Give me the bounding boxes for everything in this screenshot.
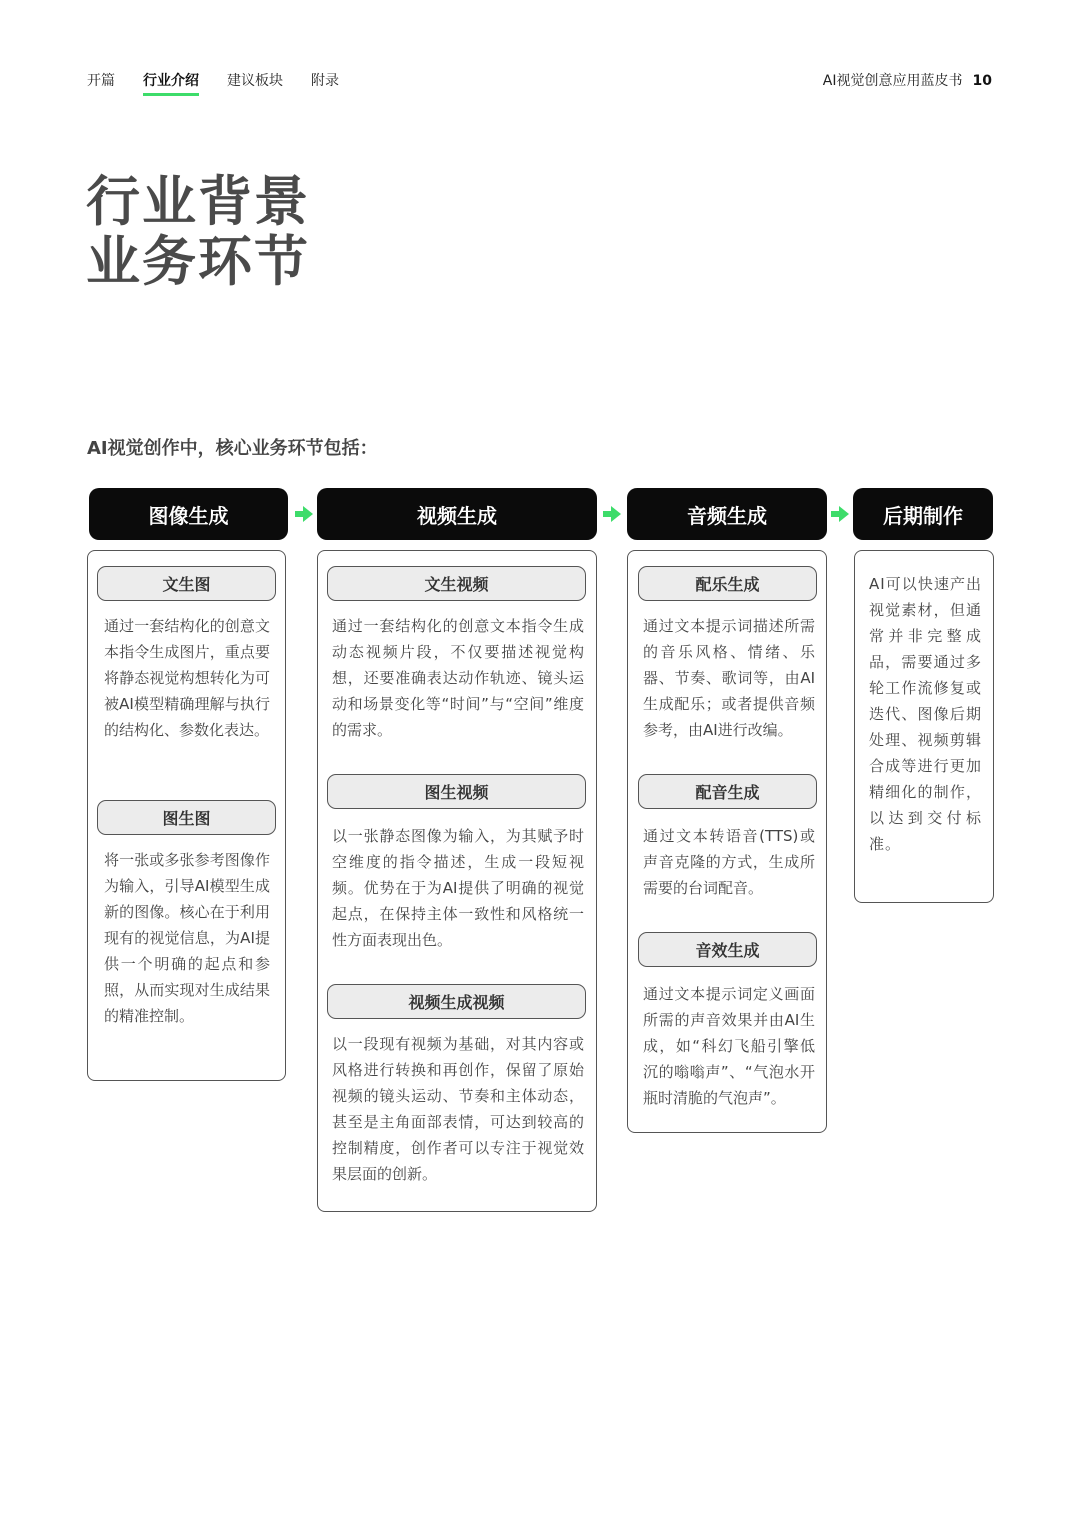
stage-header-audio: 音频生成 — [627, 488, 827, 540]
desc-music-generation: 通过文本提示词描述所需的音乐风格、情绪、乐器、节奏、歌词等，由AI生成配乐；或者提供音频参考，由AI进行改编。 — [643, 617, 815, 739]
page-title — [86, 172, 310, 292]
sub-label-voice-generation: 配音生成 — [638, 774, 817, 809]
document-title: AI视觉创意应用蓝皮书 — [822, 73, 963, 89]
sub-label-text-to-video: 文生视频 — [327, 566, 586, 601]
desc-text-to-image: 通过一套结构化的创意文本指令生成图片，重点要将静态视觉构想转化为可被AI模型精确理解与执行的结构化、参数化表达。 — [104, 617, 270, 739]
desc-video-to-video: 以一段现有视频为基础，对其内容或风格进行转换和再创作，保留了原始视频的镜头运动、节奏和主体动态，甚至是主角面部表情，可达到较高的控制精度，创作者可以专注于视觉效果层面的创新。 — [332, 1035, 584, 1183]
desc-post-production: AI可以快速产出视觉素材，但通常并非完整成品，需要通过多轮工作流修复或迭代、图像后期处理、视频剪辑合成等进行更加精细化的制作，以达到交付标准。 — [869, 575, 982, 853]
page-number: 10 — [972, 73, 992, 89]
sub-label-text-to-image: 文生图 — [97, 566, 276, 601]
nav-item-industry-intro[interactable]: 行业介绍 — [143, 70, 199, 96]
page-title-line-2: 业务环节 — [86, 230, 310, 293]
sub-label-video-to-video: 视频生成视频 — [327, 984, 586, 1019]
desc-text-to-video: 通过一套结构化的创意文本指令生成动态视频片段，不仅要描述视觉构想，还要准确表达动作轨迹、镜头运动和场景变化等“时间”与“空间”维度的需求。 — [332, 617, 584, 739]
page-title-line-1: 行业背景 — [86, 170, 310, 233]
sub-label-image-to-image: 图生图 — [97, 800, 276, 835]
column-image-generation — [87, 550, 286, 1081]
top-nav — [87, 70, 339, 96]
column-audio-generation — [627, 550, 827, 1133]
intro-text: AI视觉创作中，核心业务环节包括： — [87, 438, 378, 459]
nav-item-suggestions[interactable]: 建议板块 — [227, 73, 283, 89]
nav-item-opening[interactable]: 开篇 — [87, 73, 115, 89]
desc-sound-effect-generation: 通过文本提示词定义画面所需的声音效果并由AI生成，如“科幻飞船引擎低沉的嗡嗡声”、“气泡水开瓶时清脆的气泡声”。 — [643, 985, 815, 1107]
stage-header-post: 后期制作 — [853, 488, 993, 540]
stage-header-video: 视频生成 — [317, 488, 597, 540]
column-video-generation — [317, 550, 597, 1212]
arrow-right-icon — [601, 503, 623, 525]
arrow-right-icon — [829, 503, 851, 525]
document-header — [823, 70, 992, 90]
nav-item-appendix[interactable]: 附录 — [311, 73, 339, 89]
column-post-production — [854, 550, 994, 903]
sub-label-music-generation: 配乐生成 — [638, 566, 817, 601]
desc-image-to-video: 以一张静态图像为输入，为其赋予时空维度的指令描述，生成一段短视频。优势在于为AI提供了明确的视觉起点，在保持主体一致性和风格统一性方面表现出色。 — [332, 827, 584, 949]
desc-image-to-image: 将一张或多张参考图像作为输入，引导AI模型生成新的图像。核心在于利用现有的视觉信息，为AI提供一个明确的起点和参照，从而实现对生成结果的精准控制。 — [104, 851, 270, 1025]
sub-label-image-to-video: 图生视频 — [327, 774, 586, 809]
arrow-right-icon — [293, 503, 315, 525]
sub-label-sound-effect-generation: 音效生成 — [638, 932, 817, 967]
desc-voice-generation: 通过文本转语音(TTS)或声音克隆的方式，生成所需要的台词配音。 — [643, 827, 815, 897]
stage-header-image: 图像生成 — [89, 488, 288, 540]
